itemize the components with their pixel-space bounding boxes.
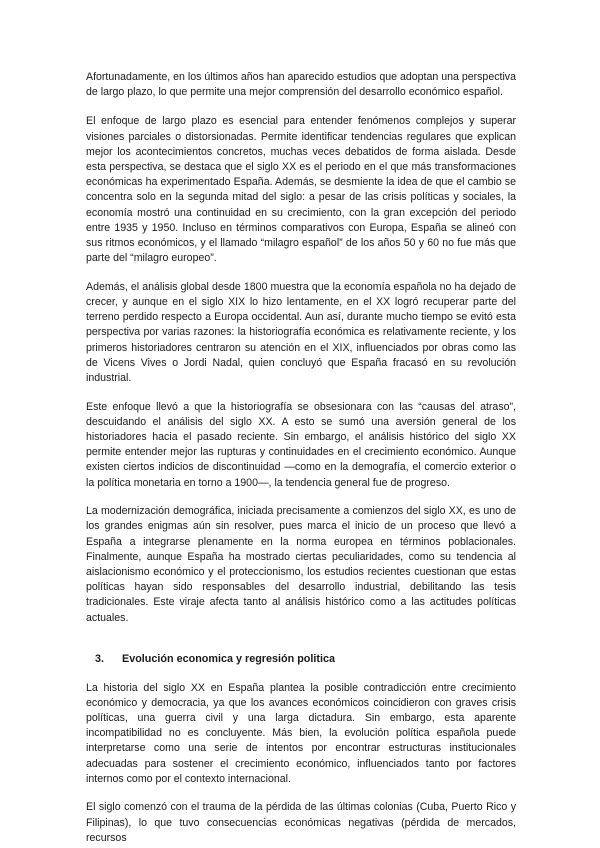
section-heading	[86, 652, 516, 667]
section-number: 3.	[95, 652, 105, 665]
paragraph-historiography: Este enfoque llevó a que la historiografía se obsesionara con las “causas del atraso”, descuidando el análisis del siglo XX. A esto se sumó una aversión general de los historiadores hacia el pasado reciente. Sin embargo, el análisis histórico del siglo XX permite entender mejor las rupturas y continuidades en el crecimiento económico. Aunque existen ciertos indicios de discontinuidad —como en la demografía, el comercio exterior o la política monetaria en torno a 1900—, la tendencia general fue de progreso.	[86, 400, 516, 489]
paragraph-growth-vs-democracy: La historia del siglo XX en España plantea la posible contradicción entre crecimiento económico y democracia, ya que los avances económicos coincidieron con graves crisis políticas, una guerra civil y una larga dictadura. Sin embargo, esta aparente incompatibilidad no es concluyente. Más bien, la evolución política española puede interpretarse como una serie de intentos por encontrar estructuras institucionales adecuadas para sostener el crecimiento económico, influenciados tanto por factores internos como por el contexto internacional.	[86, 681, 516, 785]
paragraph-intro: Afortunadamente, en los últimos años han aparecido estudios que adoptan una perspectiva de largo plazo, lo que permite una mejor comprensión del desarrollo económico español.	[86, 71, 516, 99]
paragraph-long-term-approach: El enfoque de largo plazo es esencial para entender fenómenos complejos y superar visiones parciales o distorsionadas. Permite identificar tendencias regulares que explican mejor los acontecimientos concretos, muchas veces debatidos de forma aislada. Desde esta perspectiva, se destaca que el siglo XX es el periodo en el que más transformaciones económicas ha experimentado España. Además, se desmiente la idea de que el cambio se concentra solo en la segunda mitad del siglo: a pesar de las crisis políticas y sociales, la economía mostró una continuidad en su crecimiento, con la gran excepción del periodo entre 1935 y 1950. Incluso en términos comparativos con Europa, España se alineó con sus ritmos económicos, y el llamado “milagro español” de los años 50 y 60 no fue más que parte del “milagro europeo”.	[86, 115, 516, 265]
paragraph-demographic-modernization: La modernización demográfica, iniciada precisamente a comienzos del siglo XX, es uno de los grandes enigmas aún sin resolver, pues marca el inicio de un proceso que llevó a España a integrarse plenamente en la norma europea en términos poblacionales. Finalmente, aunque España ha mostrado ciertas peculiaridades, como su tendencia al aislacionismo económico y el proteccionismo, los estudios recientes cuestionan que estas políticas hayan sido responsables del desarrollo industrial, debilitando las tesis tradicionales. Este viraje afecta tanto al análisis histórico como a las actitudes políticas actuales.	[86, 505, 516, 624]
paragraph-colonial-loss: El siglo comenzó con el trauma de la pérdida de las últimas colonias (Cuba, Puerto Rico y Filipinas), lo que tuvo consecuencias económicas negativas (pérdida de mercados, recursos	[86, 801, 516, 844]
section-title: Evolución economica y regresión politica	[122, 652, 335, 665]
paragraph-global-analysis: Además, el análisis global desde 1800 muestra que la economía española no ha dejado de crecer, y aunque en el siglo XIX lo hizo lentamente, en el XX logró recuperar parte del terreno perdido respecto a Europa occidental. Aun así, durante mucho tiempo se evitó esta perspectiva por varias razones: la historiografía económica es relativamente reciente, y los primeros historiadores centraron su atención en el XIX, influenciados por obras como las de Vicens Vives o Jordi Nadal, quien concluyó que España fracasó en su revolución industrial.	[86, 280, 516, 385]
